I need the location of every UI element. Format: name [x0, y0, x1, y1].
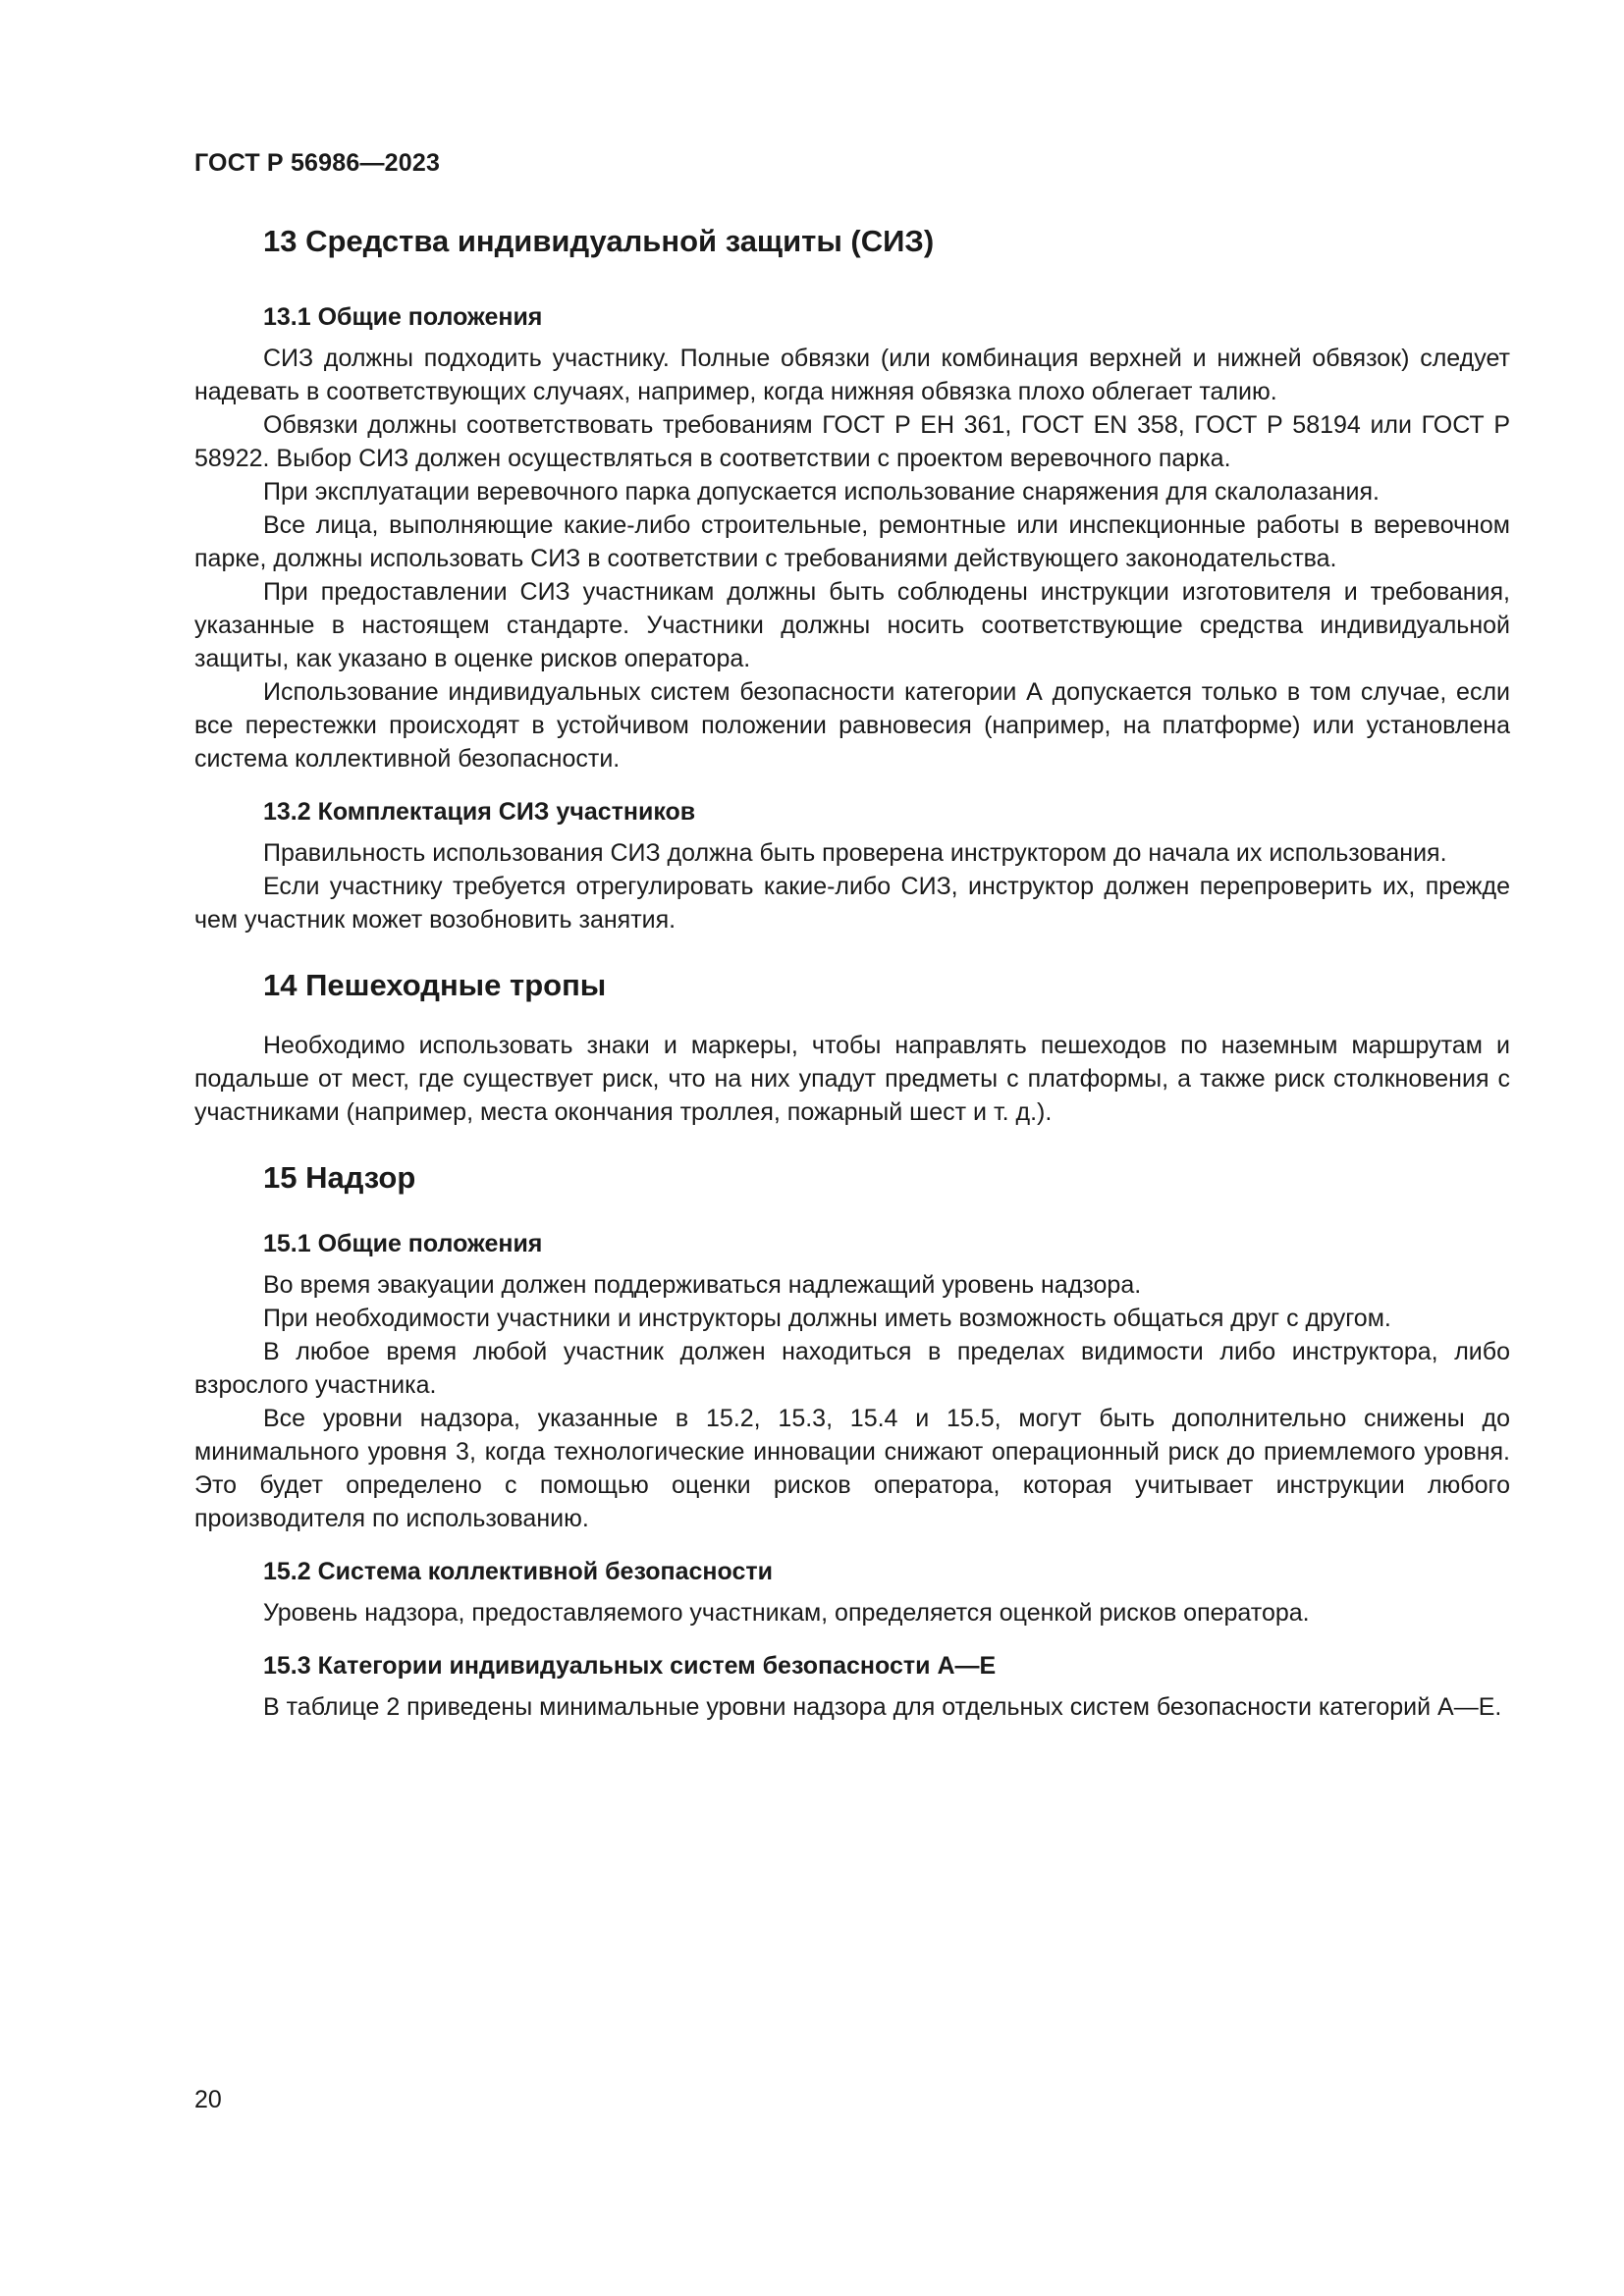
section-14-title: 14 Пешеходные тропы	[263, 968, 607, 1002]
paragraph: Все лица, выполняющие какие-либо строительные, ремонтные или инспекционные работы в веревочном парке, должны использовать СИЗ в соответствии с требованиями действующего законодательства.	[194, 511, 1510, 572]
paragraph: Правильность использования СИЗ должна быть проверена инструктором до начала их использования.	[263, 839, 1447, 867]
paragraph: При предоставлении СИЗ участникам должны быть соблюдены инструкции изготовителя и требования, указанные в настоящем стандарте. Участники должны носить соответствующие средства индивидуальной защиты, как указано в оценке рисков оператора.	[194, 578, 1510, 672]
paragraph: Использование индивидуальных систем безопасности категории А допускается только в том случае, если все перестежки происходят в устойчивом положении равновесия (например, на платформе) или установлена система коллективной безопасности.	[194, 678, 1510, 773]
paragraph: В таблице 2 приведены минимальные уровни надзора для отдельных систем безопасности категорий А—Е.	[263, 1693, 1502, 1721]
paragraph: Во время эвакуации должен поддерживаться надлежащий уровень надзора.	[263, 1271, 1142, 1299]
paragraph: При эксплуатации веревочного парка допускается использование снаряжения для скалолазания.	[263, 478, 1380, 506]
paragraph: Обвязки должны соответствовать требованиям ГОСТ Р ЕН 361, ГОСТ EN 358, ГОСТ Р 58194 или ГОСТ Р 58922. Выбор СИЗ должен осуществляться в соответствии с проектом веревочного парка.	[194, 411, 1510, 472]
page-number: 20	[194, 2086, 222, 2113]
section-15-title: 15 Надзор	[263, 1160, 416, 1195]
section-13-2-title: 13.2 Комплектация СИЗ участников	[263, 798, 696, 826]
section-13-title: 13 Средства индивидуальной защиты (СИЗ)	[263, 224, 935, 258]
section-13-1-title: 13.1 Общие положения	[263, 303, 543, 331]
document-body	[194, 222, 1510, 1724]
paragraph: При необходимости участники и инструкторы должны иметь возможность общаться друг с другом.	[263, 1305, 1391, 1332]
section-15-2-title: 15.2 Система коллективной безопасности	[263, 1558, 773, 1585]
paragraph: СИЗ должны подходить участнику. Полные обвязки (или комбинация верхней и нижней обвязок) следует надевать в соответствующих случаях, например, когда нижняя обвязка плохо облегает талию.	[194, 345, 1510, 405]
document-header: ГОСТ Р 56986—2023	[194, 149, 441, 177]
paragraph: Если участнику требуется отрегулировать какие-либо СИЗ, инструктор должен перепроверить их, прежде чем участник может возобновить занятия.	[194, 873, 1510, 934]
paragraph: Необходимо использовать знаки и маркеры, чтобы направлять пешеходов по наземным маршрутам и подальше от мест, где существует риск, что на них упадут предметы с платформы, а также риск столкновения с участниками (например, места окончания троллея, пожарный шест и т. д.).	[194, 1032, 1510, 1126]
section-15-1-title: 15.1 Общие положения	[263, 1230, 543, 1257]
paragraph: Уровень надзора, предоставляемого участникам, определяется оценкой рисков оператора.	[263, 1599, 1310, 1627]
paragraph: Все уровни надзора, указанные в 15.2, 15.3, 15.4 и 15.5, могут быть дополнительно снижены до минимального уровня 3, когда технологические инновации снижают операционный риск до приемлемого уровня. Это будет определено с помощью оценки рисков оператора, которая учитывает инструкции любого производителя по использованию.	[194, 1405, 1510, 1532]
paragraph: В любое время любой участник должен находиться в пределах видимости либо инструктора, либо взрослого участника.	[194, 1338, 1510, 1399]
section-15-3-title: 15.3 Категории индивидуальных систем безопасности А—Е	[263, 1652, 997, 1680]
